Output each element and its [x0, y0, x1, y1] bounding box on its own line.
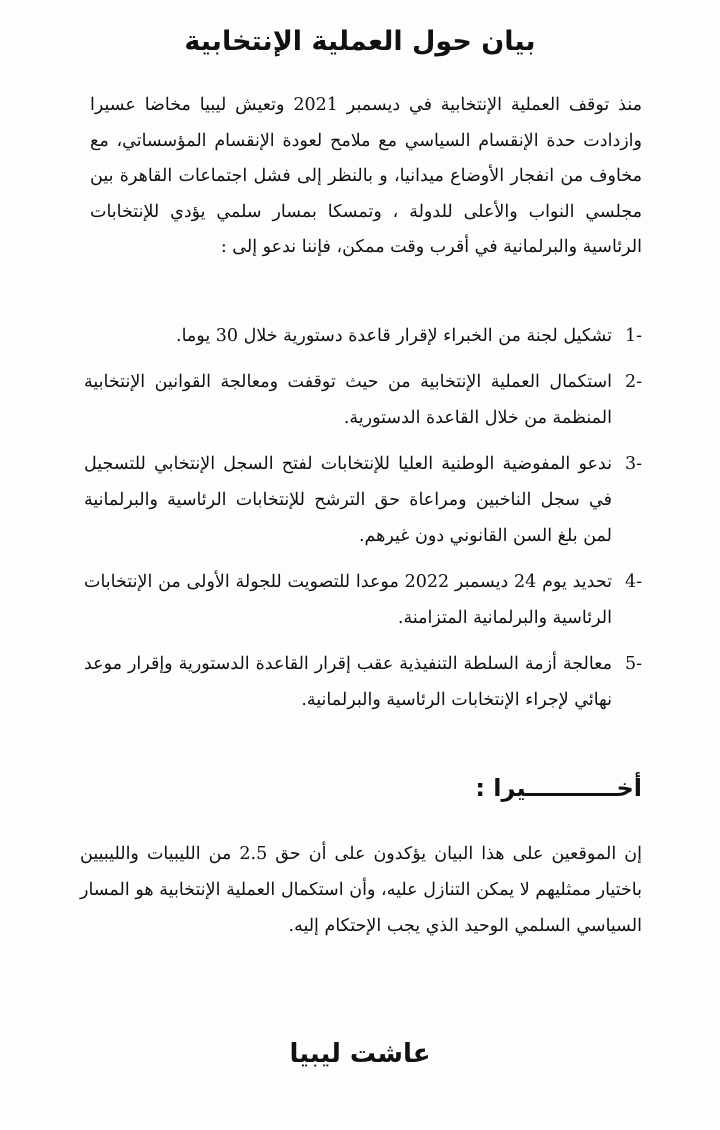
- list-item: [84, 364, 642, 436]
- item-text: تشكيل لجنة من الخبراء لإقرار قاعدة دستورية خلال 30 يوما.: [176, 326, 612, 346]
- item-text: استكمال العملية الإنتخابية من حيث توقفت ومعالجة القوانين الإنتخابية المنظمة من خلال القاعدة الدستورية.: [84, 372, 612, 428]
- item-number: -3: [624, 454, 642, 474]
- item-text: معالجة أزمة السلطة التنفيذية عقب إقرار القاعدة الدستورية وإقرار موعد نهائي لإجراء الإنتخابات الرئاسية والبرلمانية.: [84, 654, 612, 710]
- list-item: [84, 318, 642, 354]
- list-item: [84, 564, 642, 636]
- item-text: تحديد يوم 24 ديسمبر 2022 موعدا للتصويت للجولة الأولى من الإنتخابات الرئاسية والبرلمانية المتزامنة.: [84, 572, 612, 628]
- item-number: -4: [624, 572, 642, 592]
- demands-list: [84, 318, 642, 728]
- finally-heading: أخـــــــــــيرا :: [475, 774, 642, 802]
- intro-paragraph: منذ توقف العملية الإنتخابية في ديسمبر 2021 وتعيش ليبيا مخاضا عسيرا وازدادت حدة الإنقسام السياسي مع ملامح لعودة الإنقسام المؤسساتي، مع مخاوف من انفجار الأوضاع ميدانيا، و بالنظر إلى فشل اجتماعات القاهرة بين مجلسي النواب والأعلى للدولة ، وتمسكا بمسار سلمي يؤدي للإنتخابات الرئاسية والبرلمانية في أقرب وقت ممكن، فإننا ندعو إلى :: [90, 95, 642, 257]
- item-number: -1: [624, 326, 642, 346]
- document-title: بيان حول العملية الإنتخابية: [184, 26, 536, 57]
- signoff: عاشت ليبيا: [289, 1039, 431, 1069]
- closing-paragraph: إن الموقعين على هذا البيان يؤكدون على أن حق 2.5 من الليبيات والليبيين باختيار ممثليهم لا يمكن التنازل عليه، وأن استكمال العملية الإنتخابية هو المسار السياسي السلمي الوحيد الذي يجب الإحتكام إليه.: [80, 844, 642, 936]
- item-number: -5: [624, 654, 642, 674]
- item-text: ندعو المفوضية الوطنية العليا للإنتخابات لفتح السجل الإنتخابي للتسجيل في سجل الناخبين ومراعاة حق الترشح للإنتخابات الرئاسية والبرلمانية لمن بلغ السن القانوني دون غيرهم.: [84, 454, 612, 546]
- list-item: [84, 446, 642, 554]
- item-number: -2: [624, 372, 642, 392]
- list-item: [84, 646, 642, 718]
